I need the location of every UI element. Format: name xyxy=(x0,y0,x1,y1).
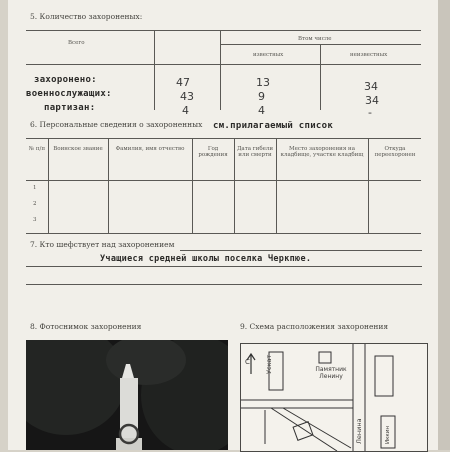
location-scheme xyxy=(240,343,428,452)
known-buried: 13 xyxy=(256,76,270,89)
table-6-col-5 xyxy=(276,138,277,233)
row-number-3: 3 xyxy=(33,217,37,223)
col-unknown-header: неизвестных xyxy=(350,52,388,58)
table-5-col-3 xyxy=(320,44,321,110)
row-label-soldiers: военнослужащих: xyxy=(26,89,112,99)
total-partisans: 4 xyxy=(182,104,189,117)
section-7-line-2 xyxy=(26,266,422,267)
total-soldiers: 43 xyxy=(180,90,194,103)
table-6-col-3 xyxy=(192,138,193,233)
header-place: Место захоронения на кладбище, участке кладбищ xyxy=(280,146,364,158)
section-8-title: 8. Фотоснимок захоронения xyxy=(30,322,142,331)
photo-obelisk-image xyxy=(26,340,228,450)
known-partisans: 4 xyxy=(258,104,265,117)
table-6-col-1 xyxy=(48,138,49,233)
unknown-buried: 34 xyxy=(364,80,378,93)
section-5-title: 5. Количество захороненых: xyxy=(30,12,143,21)
section-6-note: см.прилагаемый список xyxy=(213,121,334,131)
page-edge xyxy=(438,0,450,450)
header-origin: Откуда переехоронен xyxy=(374,146,416,158)
table-6-col-6 xyxy=(368,138,369,233)
col-including-header: Втом числе xyxy=(298,36,332,42)
col-total-header: Всего xyxy=(68,40,85,46)
table-5-top xyxy=(26,30,421,31)
header-death: Дата гибели или смерти xyxy=(236,146,274,158)
row-label-buried: захоронено: xyxy=(34,75,97,85)
header-name: Фамилия, имя отчество xyxy=(115,146,185,152)
table-5-header-bottom xyxy=(26,64,421,65)
table-6-bottom xyxy=(26,233,421,234)
header-birth: Год рождения xyxy=(198,146,228,158)
monument-label: Памятник Ленину xyxy=(315,366,347,380)
street-label-bottom: Иккин xyxy=(385,426,391,444)
table-6-col-2 xyxy=(108,138,109,233)
memorial-photo xyxy=(26,340,228,450)
row-number-1: 1 xyxy=(33,185,37,191)
header-rank: Воинское звание xyxy=(53,146,103,152)
total-buried: 47 xyxy=(176,76,190,89)
table-5-col-2 xyxy=(220,30,221,110)
table-6-col-4 xyxy=(234,138,235,233)
unknown-soldiers: 34 xyxy=(365,94,379,107)
col-known-header: известных xyxy=(253,52,284,58)
table-6-header-bottom xyxy=(26,180,421,181)
unknown-partisans: - xyxy=(368,106,372,119)
street-label-left: Ускат xyxy=(265,354,273,374)
section-6-title: 6. Персональные сведения о захороненных xyxy=(30,120,203,129)
north-label: С xyxy=(245,358,250,366)
street-label-right: Ленина xyxy=(355,418,363,444)
section-7-value: Учащиеся средней школы поселка Черкпюе. xyxy=(100,254,312,264)
document-sheet xyxy=(8,0,438,450)
row-number-2: 2 xyxy=(33,201,37,207)
table-6-top xyxy=(26,138,421,139)
row-label-partisans: партизан: xyxy=(44,103,96,113)
section-9-title: 9. Схема расположения захоронения xyxy=(240,322,389,331)
table-5-col-1 xyxy=(154,30,155,110)
known-soldiers: 9 xyxy=(258,90,265,103)
header-num: № п/п xyxy=(28,146,46,152)
section-7-line-3 xyxy=(26,284,422,285)
section-7-line-1 xyxy=(180,250,422,251)
section-7-title: 7. Кто шефствует над захоронением xyxy=(30,240,175,249)
